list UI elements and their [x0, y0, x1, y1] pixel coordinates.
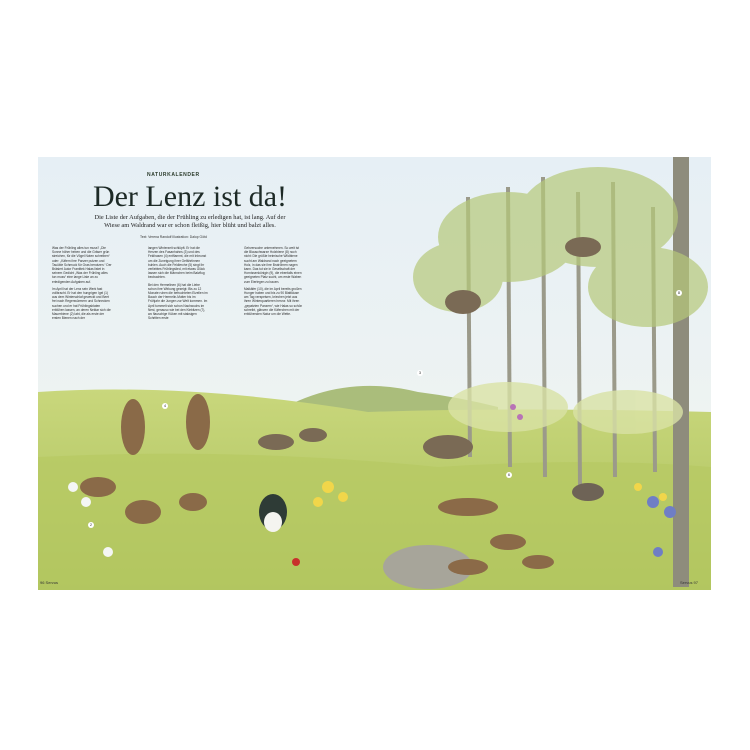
page-title: Der Lenz ist da! [92, 180, 288, 213]
text-column-2 [148, 246, 208, 323]
paragraph: Im April hat der Lenz sein Werk fast vollbracht. Er hat den hungrigen Igel (1) aus dem Winterschlaf geweckt und Beet frei nach Regenwürmern und Schnecken suchen und er hat Frühlingsblaten erblühen lassen, an deren Nektar sich die Mauerbiene (2) labt, die als erste der ersten Bienen nach der [52, 286, 111, 321]
kicker: NATURKALENDER [147, 172, 200, 178]
folio-left: 96 Servus [40, 580, 59, 585]
paragraph: Gehversuche unternehmen. So weit ist die Blauschwarze Holzbiene (8) noch nicht: Die größte heimische Wildbiene sucht am Waldrand nach geeignetem Holz, in das sie ihre Brutröhren nagen kann. Das tut sie in Gesellschaft der Hornissenkönigin (9), die ebenfalls einen geeigneten Platz sucht, um erste Waben zum Eierlegen zu bauen. [244, 246, 302, 284]
byline: Text: Verena Randolf Illustration: Dalop Götd [140, 235, 207, 239]
folio-right: Servus 97 [680, 580, 699, 585]
callout-number: 6 [506, 472, 512, 478]
paragraph: langen Winterzeit schlüpft. Er hat die Herzen des Fasanhahns (3) und des Feldhasen (4) entflammt, die mit Inbrunst um die Zuneigung ihrer Gefährtinnen buhlen. Auch die Feldlerche (5) singt ihr verliebtes Frühlingslied, mit etwas Glück lassen sich die Männchen beim Balzflug beobachten. [148, 246, 207, 280]
text-column-1 [52, 246, 112, 323]
callout-number: 3 [417, 370, 423, 376]
paragraph: Was der Frühling alles tun muss? „Die Sonne höher heben und die Gräser grün streichen, für die Vögel Noten schreiben“ oder: „Käfern ihre Panzer putzen und Tauüble Schmuck für Gras benotzen.“ Der Bräsiert Autor Frantitek Halas listet in seinem Gedicht „Was der Frühling alles tun muss“ eine lange Liste an zu erledigenden Aufgaben auf. [52, 246, 112, 284]
text-column-3 [244, 246, 304, 319]
paragraph: Maikäfer (10), die im April bereits großen Hunger haben und bis zu 90 Blattläuse am Tag verspeisen, kriechen jetzt aus ihren Winterquartieren hervor. Mit ihren „gepatzten Panzern“, wie Halas so schön schreibt, glänzen die Käferchen mit der erblühenden Natur um die Wette. [244, 286, 303, 317]
deck: Die Liste der Aufgaben, die der Frühling zu erledigen hat, ist lang. Auf der Wiese am Waldrand war er schon fleißig, hier blüht und balzt alles. [94, 214, 286, 229]
callout-number: 2 [88, 522, 94, 528]
paragraph: Bei den Hermelinen (6) hat die Liebe schon ihre Wirkung gezeigt: Bis zu 12 Monate ruhen die befruchteten Eizellen im Bauch der Hermelin-Mutter bis im Frühjahr die Jungen zur Welt kommen. Im April tummelt sich schon Nachwuchs im Nest, genauso wie bei den Kiebitzen (7), wo flauschige Küken mit staksigen Schritten erste [148, 282, 208, 321]
callout-number: 8 [676, 290, 682, 296]
callout-number: 4 [162, 403, 168, 409]
